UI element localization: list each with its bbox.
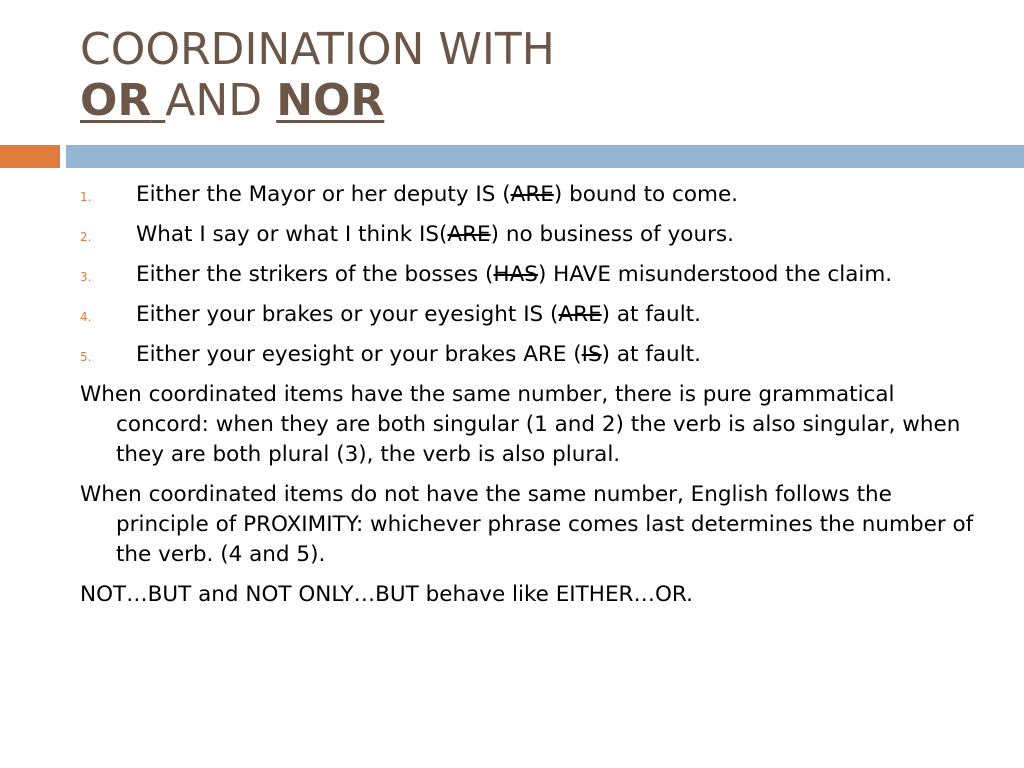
paragraph-proximity: When coordinated items do not have the same number, English follows the principle of PROXIMITY: whichever phrase comes last determines the number of the verb. (4 and 5). — [80, 482, 974, 567]
list-text: ) bound to come. — [553, 182, 739, 207]
list-item — [80, 220, 980, 250]
struck-word: IS — [581, 342, 602, 367]
list-item — [80, 260, 980, 290]
title-nor: NOR — [276, 75, 385, 126]
title-or: OR — [80, 75, 152, 126]
list-number: 3. — [80, 270, 92, 284]
title-line-2 — [80, 75, 555, 126]
paragraph-same-number: When coordinated items have the same number, there is pure grammatical concord: when they are both singular (1 and 2) the verb is also singular, when they are both plural (3), the verb is also plural. — [80, 382, 961, 467]
list-text: ) no business of yours. — [490, 222, 734, 247]
list-item — [80, 300, 980, 330]
list-text: ) HAVE misunderstood the claim. — [537, 262, 893, 287]
list-item — [80, 340, 980, 370]
list-text: Either your brakes or your eyesight IS ( — [136, 302, 559, 327]
list-text: ) at fault. — [601, 342, 701, 367]
list-number: 2. — [80, 230, 92, 244]
struck-word: ARE — [510, 182, 554, 207]
struck-word: HAS — [493, 262, 538, 287]
list-number: 1. — [80, 190, 92, 204]
list-number: 4. — [80, 310, 92, 324]
title-line-1: COORDINATION WITH — [80, 24, 555, 75]
paragraph-not-but: NOT…BUT and NOT ONLY…BUT behave like EITHER…OR. — [80, 582, 693, 607]
list-text: What I say or what I think IS( — [136, 222, 448, 247]
accent-bar-blue — [66, 145, 1024, 168]
accent-bar-orange — [0, 145, 60, 168]
list-text: Either the strikers of the bosses ( — [136, 262, 494, 287]
struck-word: ARE — [558, 302, 602, 327]
list-text: Either the Mayor or her deputy IS ( — [136, 182, 511, 207]
slide-title — [80, 24, 555, 126]
list-number: 5. — [80, 350, 92, 364]
title-and: AND — [165, 75, 263, 126]
list-item — [80, 180, 980, 210]
struck-word: ARE — [447, 222, 491, 247]
list-text: ) at fault. — [601, 302, 701, 327]
list-text: Either your eyesight or your brakes ARE ( — [136, 342, 582, 367]
slide-body — [80, 180, 980, 620]
